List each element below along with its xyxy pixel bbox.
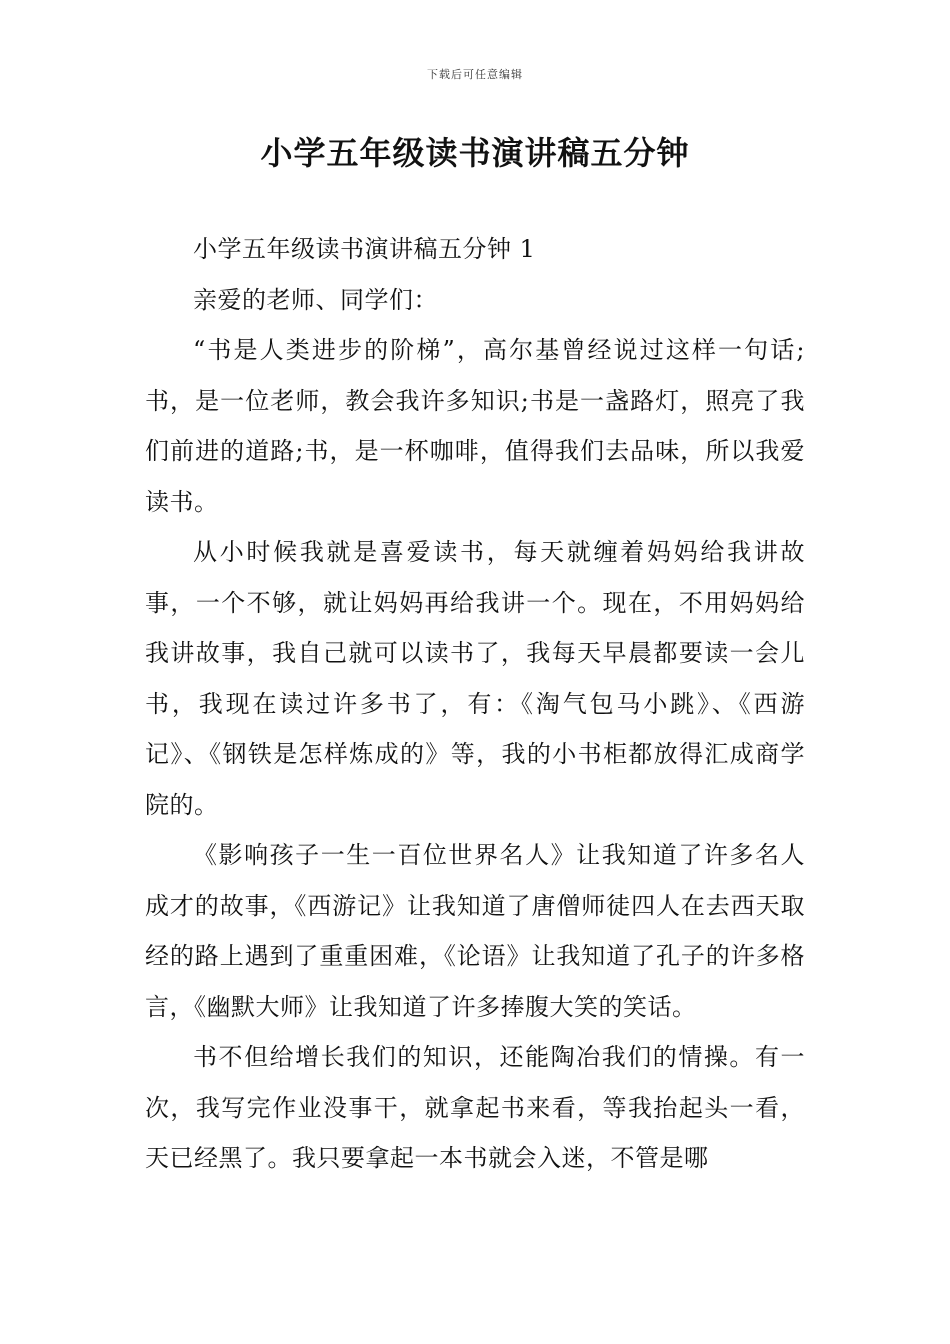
paragraph-body: 从小时候我就是喜爱读书，每天就缠着妈妈给我讲故事，一个不够，就让妈妈再给我讲一个。现在，不用妈妈给我讲故事，我自己就可以读书了，我每天早晨都要读一会儿书，我现在读过许多书了，有：《淘气包马小跳》、《西游记》、《钢铁是怎样炼成的》等，我的小书柜都放得汇成商学院的。 — [145, 538, 805, 819]
paragraph-greeting: 亲爱的老师、同学们： — [193, 285, 438, 314]
paragraph-subtitle: 小学五年级读书演讲稿五分钟 1 — [193, 235, 536, 263]
document-body — [145, 224, 805, 1184]
paragraph-body: 《影响孩子一生一百位世界名人》让我知道了许多名人成才的故事，《西游记》让我知道了唐僧师徒四人在去西天取经的路上遇到了重重困难，《论语》让我知道了孔子的许多格言，《幽默大师》让我知道了许多捧腹大笑的笑话。 — [145, 841, 805, 1021]
header-note: 下载后可任意编辑 — [427, 68, 523, 81]
document-title: 小学五年级读书演讲稿五分钟 — [260, 134, 690, 172]
paragraph-body: 书不但给增长我们的知识，还能陶冶我们的情操。有一次，我写完作业没事干，就拿起书来看，等我抬起头一看，天已经黑了。我只要拿起一本书就会入迷，不管是哪 — [145, 1043, 805, 1172]
paragraph-body: “书是人类进步的阶梯”，高尔基曾经说过这样一句话;书，是一位老师，教会我许多知识;书是一盏路灯，照亮了我们前进的道路;书，是一杯咖啡，值得我们去品味，所以我爱读书。 — [145, 336, 805, 516]
